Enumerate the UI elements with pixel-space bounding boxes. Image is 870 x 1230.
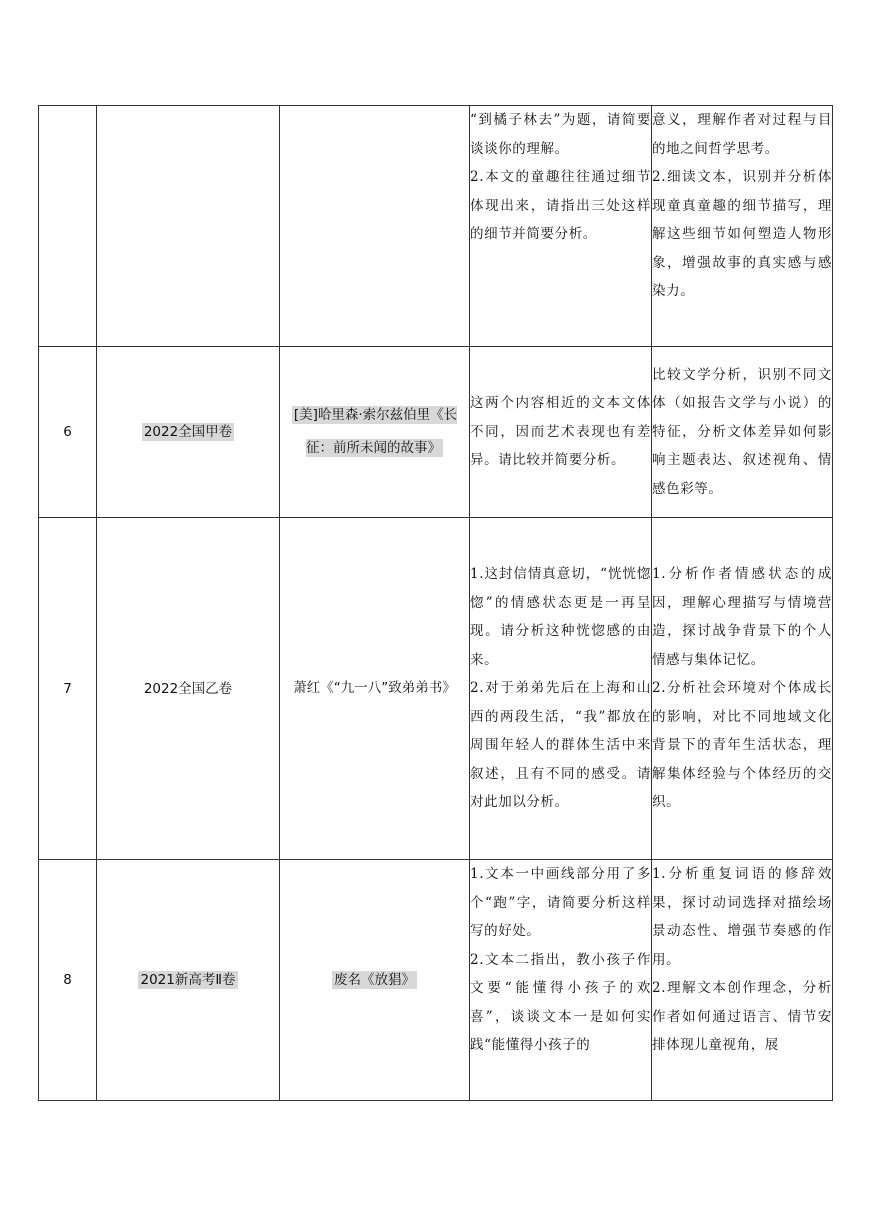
- question-paragraph: 1.文本一中画线部分用了多个“跑”字，请简要分析这样写的好处。: [470, 866, 651, 939]
- source-text-cell: [280, 106, 470, 347]
- table-row: [39, 106, 833, 347]
- objective-cell: [652, 106, 833, 347]
- question-paragraph: “到橘子林去”为题，请简要谈谈你的理解。: [470, 112, 651, 157]
- question-cell: [470, 347, 652, 518]
- exam-cell: 2022全国乙卷: [97, 518, 280, 860]
- objective-paragraph: 比较文学分析，识别不同文体（如报告文学与小说）的特征，分析文体差异如何影响主题表达、叙述视角、情感色彩等。: [652, 366, 832, 497]
- objective-cell: [652, 518, 833, 860]
- objective-cell: [652, 860, 833, 1101]
- objective-paragraph: 2.细读文本，识别并分析体现童真童趣的细节描写，理解这些细节如何塑造人物形象，增强故事的真实感与感染力。: [652, 169, 832, 299]
- question-paragraph: 2.文本二指出，教小孩子作文要“能懂得小孩子的欢喜”，谈谈文本一是如何实践“能懂得小孩子的: [470, 951, 651, 1053]
- question-paragraph: 1.这封信情真意切，“恍恍惚惚”的情感状态更是一再呈现。请分析这种恍惚感的由来。: [470, 566, 651, 668]
- exam-cell: [97, 347, 280, 518]
- question-cell: [470, 860, 652, 1101]
- objective-paragraph: 2.理解文本创作理念，分析作者如何通过语言、情节安排体现儿童视角，展: [652, 980, 832, 1053]
- source-text-cell: [280, 860, 470, 1101]
- exam-cell: [97, 106, 280, 347]
- row-number-cell: [39, 106, 97, 347]
- table-row: [39, 347, 833, 518]
- exam-analysis-table: [38, 105, 833, 1101]
- objective-cell: [652, 347, 833, 518]
- question-cell: [470, 518, 652, 860]
- objective-paragraph: 2.分析社会环境对个体成长的影响，对比不同地域文化背景下的青年生活状态，理解集体经验与个体经历的交织。: [652, 680, 832, 811]
- objective-paragraph: 意义，理解作者对过程与目的地之间哲学思考。: [652, 112, 832, 157]
- row-number-cell: 8: [39, 860, 97, 1101]
- row-number-cell: 6: [39, 347, 97, 518]
- exam-label: 2021新高考Ⅱ卷: [140, 972, 236, 988]
- exam-label: 2022全国甲卷: [143, 424, 233, 440]
- source-text-cell: 萧红《“九一八”致弟弟书》: [280, 518, 470, 860]
- question-paragraph: 2.本文的童趣往往通过细节体现出来，请指出三处这样的细节并简要分析。: [470, 169, 651, 242]
- question-cell: [470, 106, 652, 347]
- table-row: [39, 860, 833, 1101]
- objective-paragraph: 1.分析作者情感状态的成因，理解心理描写与情境营造，探讨战争背景下的个人情感与集体记忆。: [652, 566, 832, 668]
- table-row: [39, 518, 833, 860]
- exam-cell: [97, 860, 280, 1101]
- source-label: [美]哈里森·索尔兹伯里《长征：前所未闻的故事》: [293, 407, 458, 456]
- row-number-cell: 7: [39, 518, 97, 860]
- source-label: 废名《放猖》: [334, 972, 415, 988]
- objective-paragraph: 1.分析重复词语的修辞效果，探讨动词选择对描绘场景动态性、增强节奏感的作用。: [652, 866, 832, 968]
- source-text-cell: [280, 347, 470, 518]
- question-paragraph: 2.对于弟弟先后在上海和山西的两段生活，“我”都放在周围年轻人的群体生活中来叙述，且有不同的感受。请对此加以分析。: [470, 680, 651, 811]
- question-paragraph: 这两个内容相近的文本文体不同，因而艺术表现也有差异。请比较并简要分析。: [470, 395, 651, 469]
